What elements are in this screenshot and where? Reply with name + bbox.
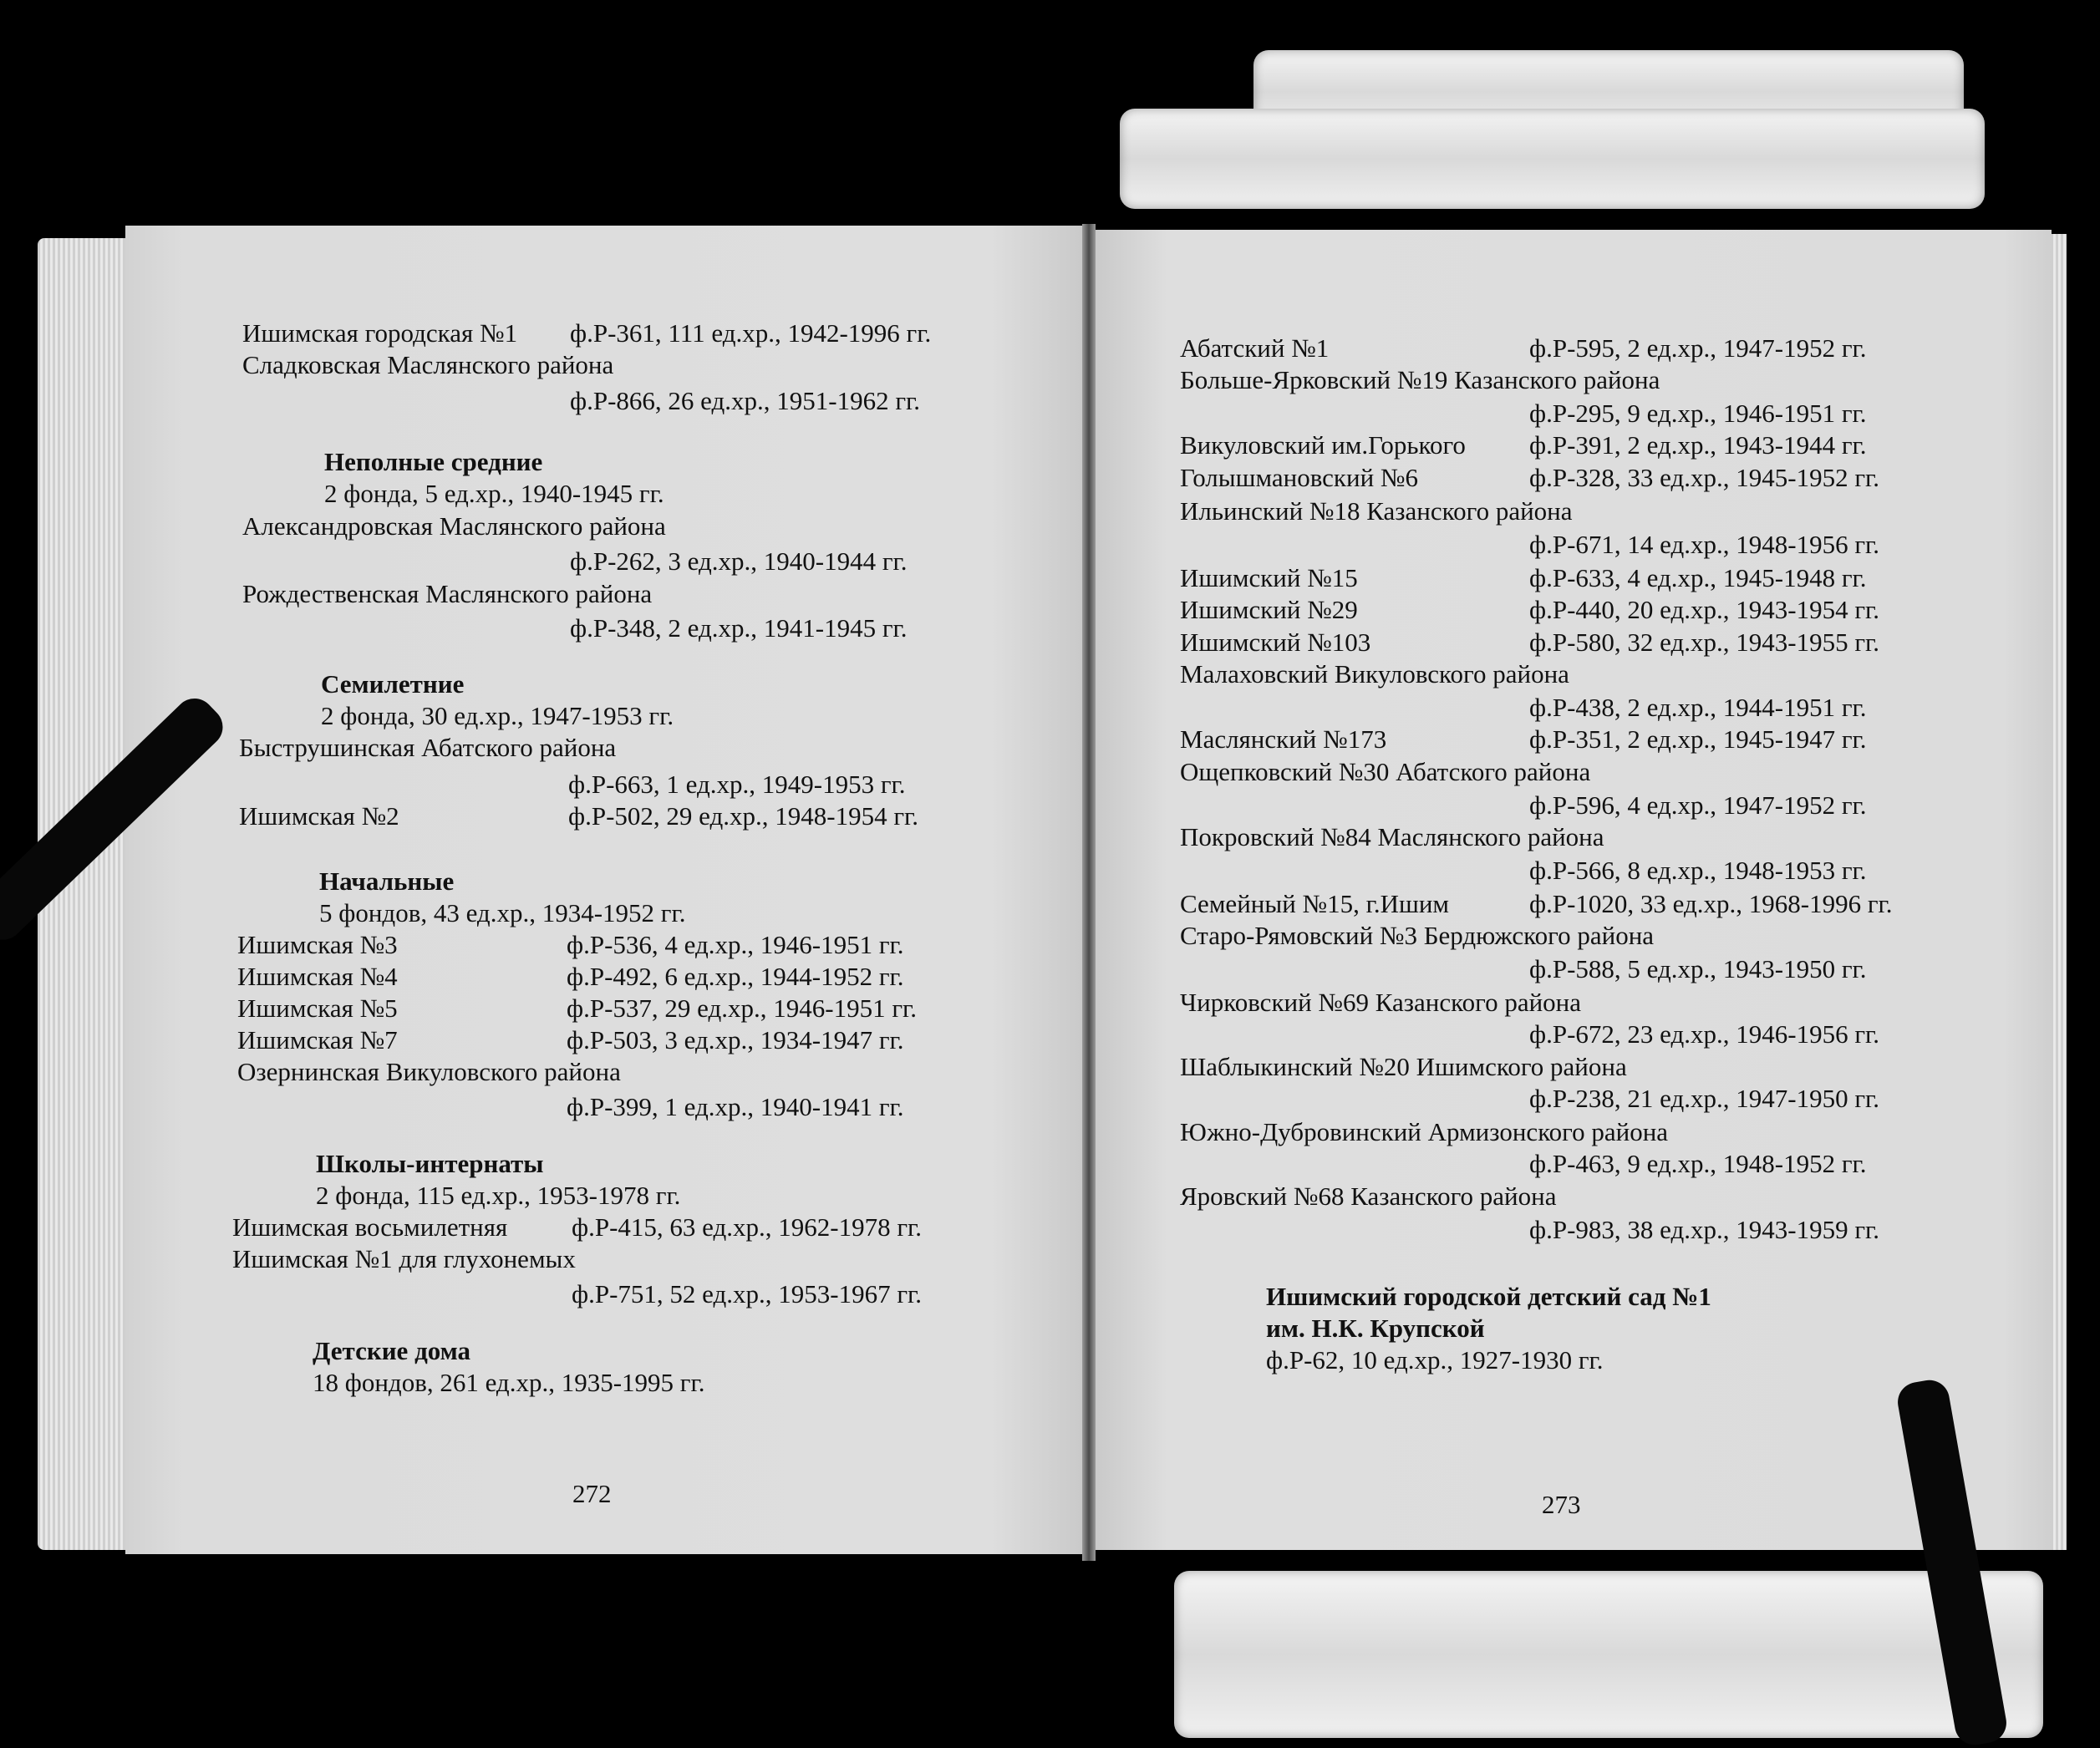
entry-ref: ф.Р-633, 4 ед.хр., 1945-1948 гг. — [1529, 563, 1867, 592]
entry-name: Чирковский №69 Казанского района — [1180, 988, 1582, 1017]
entry-ref: ф.Р-438, 2 ед.хр., 1944-1951 гг. — [1529, 693, 1867, 722]
entry-ref: ф.Р-295, 9 ед.хр., 1946-1951 гг. — [1529, 399, 1867, 428]
section-heading: Семилетние — [321, 669, 465, 699]
entry-ref: ф.Р-502, 29 ед.хр., 1948-1954 гг. — [568, 801, 919, 831]
entry-ref: ф.Р-328, 33 ед.хр., 1945-1952 гг. — [1529, 463, 1880, 492]
entry-name: Ощепковский №30 Абатского района — [1180, 757, 1591, 786]
entry-ref: ф.Р-492, 6 ед.хр., 1944-1952 гг. — [567, 962, 904, 991]
entry-ref: ф.Р-391, 2 ед.хр., 1943-1944 гг. — [1529, 430, 1867, 460]
entry-ref: ф.Р-440, 20 ед.хр., 1943-1954 гг. — [1529, 595, 1880, 624]
entry-ref: ф.Р-566, 8 ед.хр., 1948-1953 гг. — [1529, 856, 1867, 885]
entry-ref: ф.Р-399, 1 ед.хр., 1940-1941 гг. — [567, 1092, 904, 1121]
entry-name: Яровский №68 Казанского района — [1180, 1181, 1557, 1211]
section-summary: 18 фондов, 261 ед.хр., 1935-1995 гг. — [313, 1368, 705, 1397]
section-heading: Начальные — [319, 866, 455, 896]
entry-ref: ф.Р-351, 2 ед.хр., 1945-1947 гг. — [1529, 724, 1867, 754]
entry-ref: ф.Р-463, 9 ед.хр., 1948-1952 гг. — [1529, 1149, 1867, 1178]
kindergarten-heading-name: им. Н.К. Крупской — [1266, 1314, 1485, 1343]
entry-name: Ишимская №1 для глухонемых — [232, 1244, 576, 1273]
entry-name: Ишимский №103 — [1180, 628, 1371, 657]
entry-ref: ф.Р-361, 111 ед.хр., 1942-1996 гг. — [570, 318, 932, 348]
section-heading: Детские дома — [313, 1336, 471, 1365]
entry-ref: ф.Р-671, 14 ед.хр., 1948-1956 гг. — [1529, 530, 1880, 559]
section-heading: Школы-интернаты — [316, 1149, 544, 1178]
entry-name: Ишимская №7 — [237, 1025, 398, 1054]
right-page — [1091, 230, 2052, 1550]
entry-name: Ишимский №29 — [1180, 595, 1358, 624]
entry-name: Викуловский им.Горького — [1180, 430, 1466, 460]
entry-name: Ишимский №15 — [1180, 563, 1358, 592]
entry-ref: ф.Р-537, 29 ед.хр., 1946-1951 гг. — [567, 993, 918, 1023]
entry-name: Голышмановский №6 — [1180, 463, 1418, 492]
page-number: 273 — [1542, 1490, 1581, 1519]
entry-ref: ф.Р-348, 2 ед.хр., 1941-1945 гг. — [570, 613, 908, 643]
section-summary: 5 фондов, 43 ед.хр., 1934-1952 гг. — [319, 898, 686, 927]
cloth-weight-top-lower — [1120, 109, 1985, 209]
page-number: 272 — [572, 1479, 612, 1508]
entry-name: Маслянский №173 — [1180, 724, 1387, 754]
entry-name: Сладковская Маслянского района — [242, 350, 614, 379]
entry-ref: ф.Р-596, 4 ед.хр., 1947-1952 гг. — [1529, 790, 1867, 820]
entry-ref: ф.Р-1020, 33 ед.хр., 1968-1996 гг. — [1529, 889, 1893, 918]
entry-name: Абатский №1 — [1180, 333, 1330, 363]
entry-ref: ф.Р-866, 26 ед.хр., 1951-1962 гг. — [570, 386, 921, 415]
entry-name: Малаховский Викуловского района — [1180, 659, 1569, 689]
entry-ref: ф.Р-503, 3 ед.хр., 1934-1947 гг. — [567, 1025, 904, 1054]
entry-name: Больше-Ярковский №19 Казанского района — [1180, 365, 1660, 394]
entry-ref: ф.Р-983, 38 ед.хр., 1943-1959 гг. — [1529, 1215, 1880, 1244]
entry-ref: ф.Р-672, 23 ед.хр., 1946-1956 гг. — [1529, 1019, 1880, 1049]
cloth-weight-bottom — [1174, 1571, 2043, 1738]
entry-name: Семейный №15, г.Ишим — [1180, 889, 1450, 918]
entry-ref: ф.Р-238, 21 ед.хр., 1947-1950 гг. — [1529, 1084, 1880, 1113]
entry-name: Ишимская №4 — [237, 962, 398, 991]
entry-name: Старо-Рямовский №3 Бердюжского района — [1180, 921, 1655, 950]
entry-name: Ишимская восьмилетняя — [232, 1212, 508, 1242]
entry-ref: ф.Р-580, 32 ед.хр., 1943-1955 гг. — [1529, 628, 1880, 657]
entry-ref: ф.Р-415, 63 ед.хр., 1962-1978 гг. — [572, 1212, 923, 1242]
entry-name: Рождественская Маслянского района — [242, 579, 653, 608]
kindergarten-heading: Ишимский городской детский сад №1 — [1266, 1282, 1711, 1311]
entry-ref: ф.Р-751, 52 ед.хр., 1953-1967 гг. — [572, 1279, 923, 1308]
left-page — [125, 226, 1086, 1554]
entry-name: Александровская Маслянского района — [242, 511, 666, 541]
kindergarten-ref: ф.Р-62, 10 ед.хр., 1927-1930 гг. — [1266, 1345, 1604, 1375]
entry-ref: ф.Р-663, 1 ед.хр., 1949-1953 гг. — [568, 770, 906, 799]
entry-ref: ф.Р-595, 2 ед.хр., 1947-1952 гг. — [1529, 333, 1867, 363]
entry-name: Ильинский №18 Казанского района — [1180, 496, 1573, 526]
section-summary: 2 фонда, 30 ед.хр., 1947-1953 гг. — [321, 701, 674, 730]
entry-name: Южно-Дубровинский Армизонского района — [1180, 1117, 1669, 1146]
section-summary: 2 фонда, 5 ед.хр., 1940-1945 гг. — [324, 479, 664, 508]
entry-name: Покровский №84 Маслянского района — [1180, 822, 1604, 851]
entry-name: Ишимская городская №1 — [242, 318, 518, 348]
entry-ref: ф.Р-536, 4 ед.хр., 1946-1951 гг. — [567, 930, 904, 959]
book-gutter — [1082, 224, 1096, 1561]
entry-name: Озернинская Викуловского района — [237, 1057, 621, 1086]
entry-ref: ф.Р-262, 3 ед.хр., 1940-1944 гг. — [570, 546, 908, 576]
entry-name: Быструшинская Абатского района — [239, 733, 617, 762]
entry-name: Шаблыкинский №20 Ишимского района — [1180, 1052, 1627, 1081]
entry-name: Ишимская №5 — [237, 993, 398, 1023]
section-summary: 2 фонда, 115 ед.хр., 1953-1978 гг. — [316, 1181, 681, 1210]
entry-ref: ф.Р-588, 5 ед.хр., 1943-1950 гг. — [1529, 954, 1867, 983]
entry-name: Ишимская №3 — [237, 930, 398, 959]
entry-name: Ишимская №2 — [239, 801, 399, 831]
section-heading: Неполные средние — [324, 447, 543, 476]
